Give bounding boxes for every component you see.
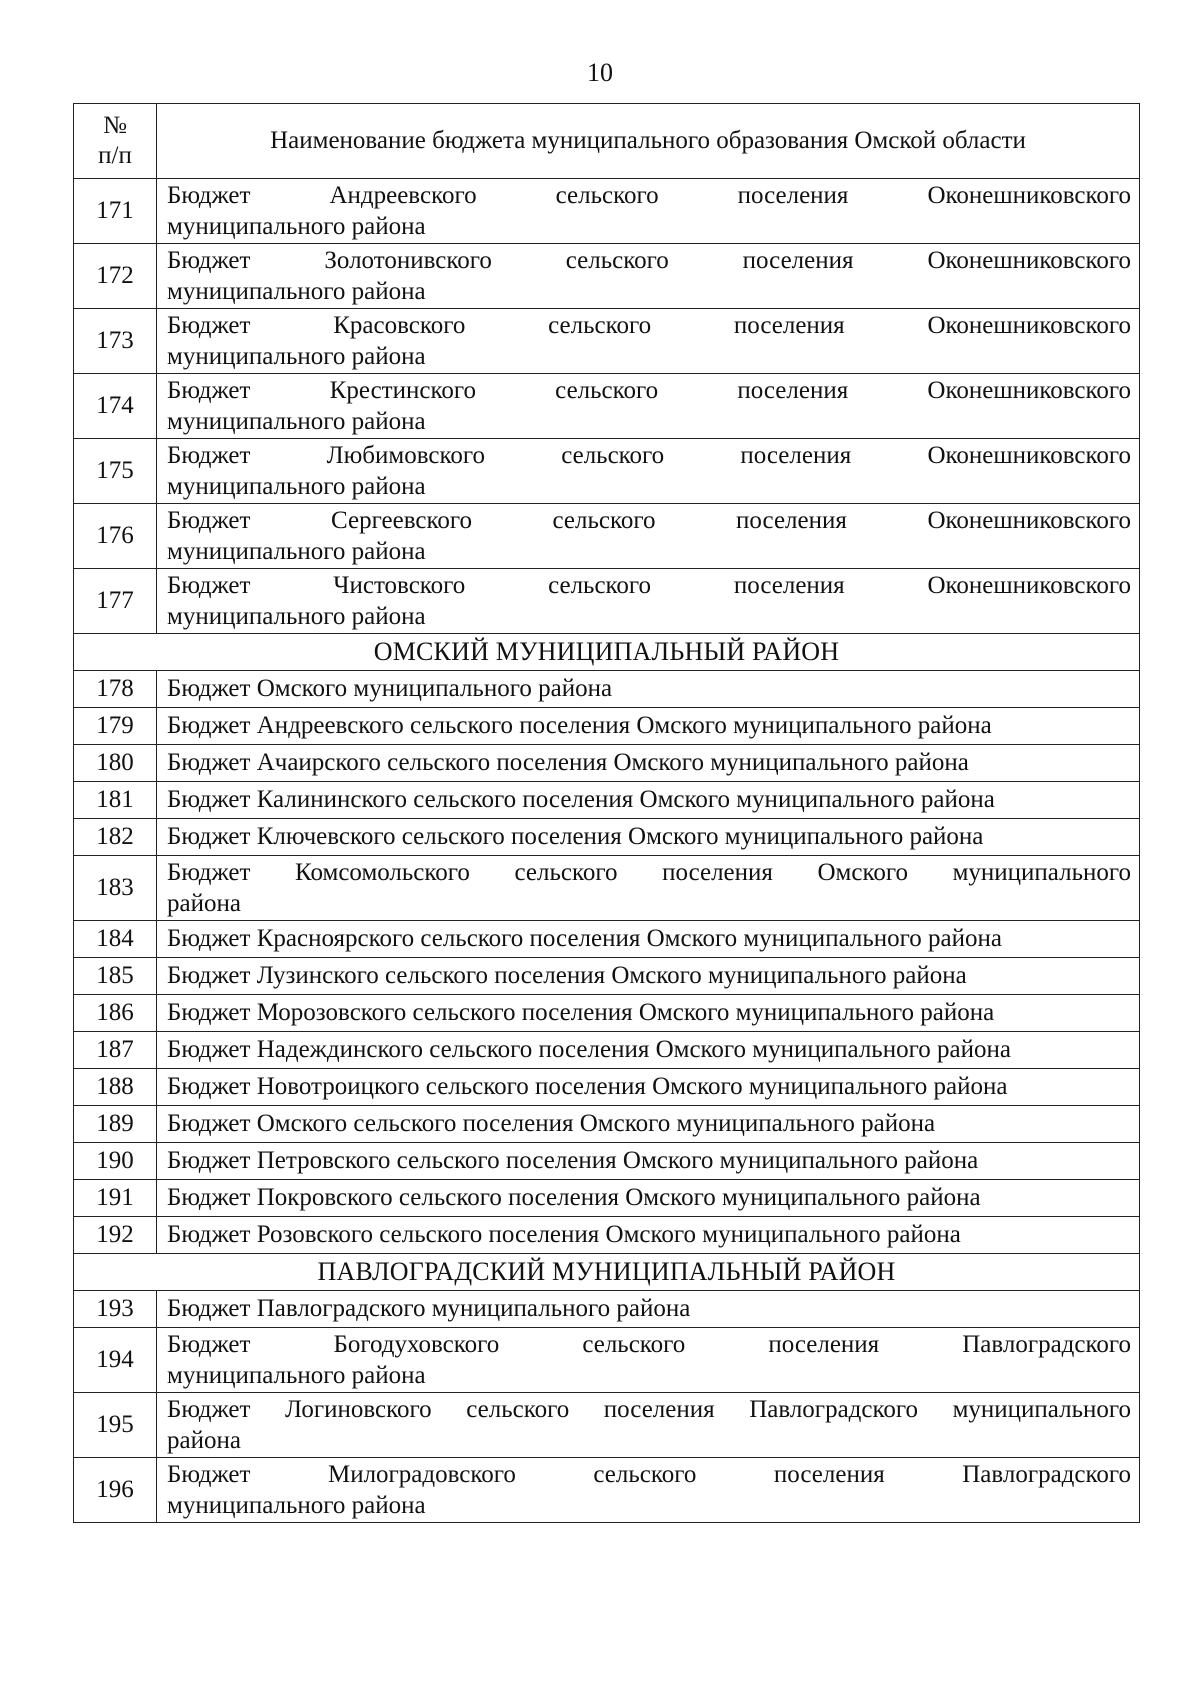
budget-name-line2: района	[167, 1427, 241, 1454]
row-number: 182	[74, 819, 157, 856]
row-number: 189	[74, 1106, 157, 1143]
section-header-row	[74, 634, 1140, 671]
budget-name-line2: муниципального района	[167, 343, 426, 370]
row-number: 187	[74, 1032, 157, 1069]
table-row	[74, 1180, 1140, 1217]
budget-name	[157, 1458, 1140, 1523]
budget-name: Бюджет Калининского сельского поселения Омского муниципального района	[157, 782, 1140, 819]
row-number: 196	[74, 1458, 157, 1523]
table-row	[74, 374, 1140, 439]
budget-name: Бюджет Павлоградского муниципального района	[157, 1291, 1140, 1328]
row-number: 188	[74, 1069, 157, 1106]
row-number: 186	[74, 995, 157, 1032]
row-number: 193	[74, 1291, 157, 1328]
budget-name	[157, 856, 1140, 921]
row-number: 180	[74, 745, 157, 782]
table-row	[74, 745, 1140, 782]
row-number: 192	[74, 1217, 157, 1254]
table-row	[74, 1393, 1140, 1458]
budget-name-line1: Бюджет Крестинского сельского поселения Оконешниковского	[167, 377, 1131, 404]
row-number: 171	[74, 179, 157, 244]
budget-name: Бюджет Покровского сельского поселения Омского муниципального района	[157, 1180, 1140, 1217]
row-number: 174	[74, 374, 157, 439]
table-row	[74, 1106, 1140, 1143]
table-header-row	[74, 104, 1140, 179]
budget-name-line2: муниципального района	[167, 1362, 426, 1389]
table-row	[74, 708, 1140, 745]
budget-name: Бюджет Новотроицкого сельского поселения Омского муниципального района	[157, 1069, 1140, 1106]
row-number: 177	[74, 569, 157, 634]
table-row	[74, 244, 1140, 309]
budget-name	[157, 374, 1140, 439]
row-number: 173	[74, 309, 157, 374]
budget-name	[157, 244, 1140, 309]
budget-name-line1: Бюджет Чистовского сельского поселения Оконешниковского	[167, 572, 1131, 599]
table-row	[74, 1032, 1140, 1069]
budget-name: Бюджет Лузинского сельского поселения Омского муниципального района	[157, 958, 1140, 995]
column-header-number-line2: п/п	[98, 142, 132, 169]
table-row	[74, 1217, 1140, 1254]
table-row	[74, 995, 1140, 1032]
budget-name: Бюджет Ключевского сельского поселения Омского муниципального района	[157, 819, 1140, 856]
row-number: 172	[74, 244, 157, 309]
table-row	[74, 671, 1140, 708]
table-row	[74, 439, 1140, 504]
table-body	[74, 179, 1140, 1523]
table-row	[74, 179, 1140, 244]
budget-name-line1: Бюджет Милоградовского сельского поселения Павлоградского	[167, 1461, 1131, 1488]
table-row	[74, 782, 1140, 819]
budget-name-line1: Бюджет Красовского сельского поселения Оконешниковского	[167, 312, 1131, 339]
table-row	[74, 504, 1140, 569]
budget-name: Бюджет Андреевского сельского поселения Омского муниципального района	[157, 708, 1140, 745]
row-number: 195	[74, 1393, 157, 1458]
budget-name	[157, 569, 1140, 634]
row-number: 194	[74, 1328, 157, 1393]
table-row	[74, 819, 1140, 856]
budget-name: Бюджет Омского муниципального района	[157, 671, 1140, 708]
section-header-row	[74, 1254, 1140, 1291]
table-row	[74, 921, 1140, 958]
table-row	[74, 1328, 1140, 1393]
budget-name: Бюджет Надеждинского сельского поселения Омского муниципального района	[157, 1032, 1140, 1069]
row-number: 181	[74, 782, 157, 819]
budget-name-line1: Бюджет Богодуховского сельского поселения Павлоградского	[167, 1331, 1131, 1358]
budget-name-line1: Бюджет Любимовского сельского поселения Оконешниковского	[167, 442, 1131, 469]
row-number: 185	[74, 958, 157, 995]
budget-name-line2: муниципального района	[167, 538, 426, 565]
row-number: 179	[74, 708, 157, 745]
row-number: 184	[74, 921, 157, 958]
budget-name-line2: муниципального района	[167, 603, 426, 630]
budget-name: Бюджет Омского сельского поселения Омского муниципального района	[157, 1106, 1140, 1143]
row-number: 183	[74, 856, 157, 921]
budget-name: Бюджет Петровского сельского поселения Омского муниципального района	[157, 1143, 1140, 1180]
page-number: 10	[587, 58, 613, 87]
section-title: ОМСКИЙ МУНИЦИПАЛЬНЫЙ РАЙОН	[74, 634, 1140, 671]
budget-name-line1: Бюджет Логиновского сельского поселения Павлоградского муниципального	[167, 1396, 1131, 1423]
table-row	[74, 1458, 1140, 1523]
budget-name	[157, 439, 1140, 504]
budget-name-line2: муниципального района	[167, 1492, 426, 1519]
budget-name-line1: Бюджет Золотонивского сельского поселения Оконешниковского	[167, 247, 1131, 274]
row-number: 191	[74, 1180, 157, 1217]
budget-name-line1: Бюджет Андреевского сельского поселения Оконешниковского	[167, 182, 1131, 209]
table-row	[74, 1291, 1140, 1328]
budget-name: Бюджет Морозовского сельского поселения Омского муниципального района	[157, 995, 1140, 1032]
budget-name	[157, 1328, 1140, 1393]
budget-name-line2: муниципального района	[167, 408, 426, 435]
budget-name-line2: муниципального района	[167, 213, 426, 240]
row-number: 176	[74, 504, 157, 569]
budget-name	[157, 179, 1140, 244]
budget-name	[157, 309, 1140, 374]
budget-name-line1: Бюджет Комсомольского сельского поселения Омского муниципального	[167, 859, 1131, 886]
row-number: 190	[74, 1143, 157, 1180]
row-number: 175	[74, 439, 157, 504]
budget-name	[157, 1393, 1140, 1458]
table-row	[74, 1143, 1140, 1180]
budget-name: Бюджет Розовского сельского поселения Омского муниципального района	[157, 1217, 1140, 1254]
budget-name-line2: муниципального района	[167, 473, 426, 500]
budget-table	[73, 103, 1140, 1523]
column-header-name: Наименование бюджета муниципального образования Омской области	[157, 104, 1140, 179]
section-title: ПАВЛОГРАДСКИЙ МУНИЦИПАЛЬНЫЙ РАЙОН	[74, 1254, 1140, 1291]
budget-name: Бюджет Ачаирского сельского поселения Омского муниципального района	[157, 745, 1140, 782]
table-row	[74, 958, 1140, 995]
column-header-number	[74, 104, 157, 179]
column-header-number-line1: №	[103, 112, 127, 139]
table-row	[74, 856, 1140, 921]
budget-name-line1: Бюджет Сергеевского сельского поселения Оконешниковского	[167, 507, 1131, 534]
table-row	[74, 309, 1140, 374]
budget-name-line2: района	[167, 890, 241, 917]
table-row	[74, 569, 1140, 634]
row-number: 178	[74, 671, 157, 708]
budget-name	[157, 504, 1140, 569]
table-row	[74, 1069, 1140, 1106]
budget-name: Бюджет Красноярского сельского поселения Омского муниципального района	[157, 921, 1140, 958]
budget-name-line2: муниципального района	[167, 278, 426, 305]
